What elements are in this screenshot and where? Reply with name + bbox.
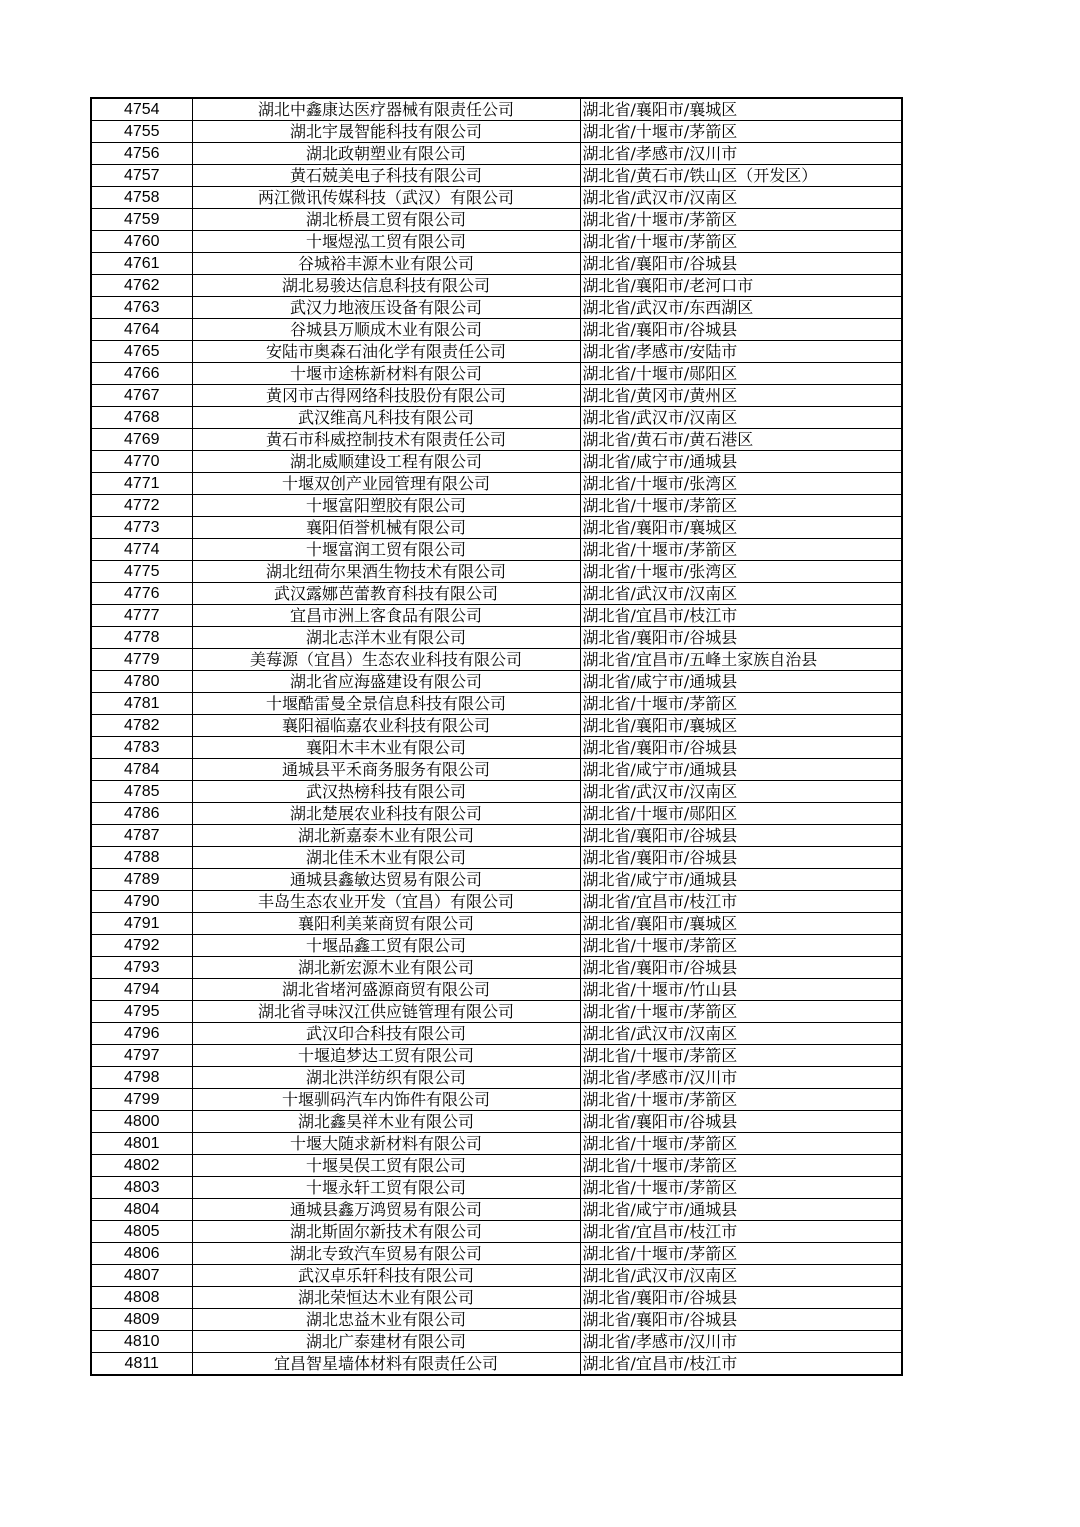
company-name-cell: 十堰煜泓工贸有限公司 [192,231,580,253]
region-cell: 湖北省/襄阳市/老河口市 [580,275,902,297]
region-cell: 湖北省/宜昌市/枝江市 [580,1353,902,1376]
table-row [91,825,902,847]
table-row [91,1287,902,1309]
table-row [91,583,902,605]
company-name-cell: 湖北政朝塑业有限公司 [192,143,580,165]
table-row [91,253,902,275]
table-row [91,231,902,253]
row-number-cell: 4789 [91,869,192,891]
table-row [91,187,902,209]
table-row [91,165,902,187]
company-name-cell: 湖北纽荷尔果酒生物技术有限公司 [192,561,580,583]
table-row [91,429,902,451]
company-name-cell: 丰岛生态农业开发（宜昌）有限公司 [192,891,580,913]
table-row [91,1309,902,1331]
region-cell: 湖北省/十堰市/茅箭区 [580,1001,902,1023]
company-name-cell: 十堰酷雷曼全景信息科技有限公司 [192,693,580,715]
table-row [91,121,902,143]
table-row [91,1111,902,1133]
region-cell: 湖北省/咸宁市/通城县 [580,671,902,693]
company-name-cell: 湖北桥晨工贸有限公司 [192,209,580,231]
row-number-cell: 4767 [91,385,192,407]
company-name-cell: 湖北中鑫康达医疗器械有限责任公司 [192,98,580,121]
region-cell: 湖北省/襄阳市/谷城县 [580,737,902,759]
table-row [91,737,902,759]
table-row [91,1199,902,1221]
region-cell: 湖北省/十堰市/茅箭区 [580,539,902,561]
table-row [91,1023,902,1045]
company-name-cell: 谷城县万顺成木业有限公司 [192,319,580,341]
table-row [91,1353,902,1376]
region-cell: 湖北省/武汉市/汉南区 [580,1265,902,1287]
company-name-cell: 湖北新宏源木业有限公司 [192,957,580,979]
row-number-cell: 4772 [91,495,192,517]
region-cell: 湖北省/十堰市/茅箭区 [580,1045,902,1067]
region-cell: 湖北省/十堰市/茅箭区 [580,121,902,143]
company-name-cell: 两江微讯传媒科技（武汉）有限公司 [192,187,580,209]
region-cell: 湖北省/宜昌市/五峰土家族自治县 [580,649,902,671]
table-row [91,1243,902,1265]
table-row [91,649,902,671]
company-name-cell: 十堰双创产业园管理有限公司 [192,473,580,495]
company-list-table [90,97,903,1376]
region-cell: 湖北省/宜昌市/枝江市 [580,605,902,627]
row-number-cell: 4791 [91,913,192,935]
region-cell: 湖北省/咸宁市/通城县 [580,1199,902,1221]
row-number-cell: 4798 [91,1067,192,1089]
row-number-cell: 4808 [91,1287,192,1309]
region-cell: 湖北省/襄阳市/谷城县 [580,1287,902,1309]
company-list-body [91,98,902,1375]
row-number-cell: 4757 [91,165,192,187]
table-row [91,341,902,363]
company-name-cell: 十堰追梦达工贸有限公司 [192,1045,580,1067]
region-cell: 湖北省/武汉市/东西湖区 [580,297,902,319]
row-number-cell: 4781 [91,693,192,715]
company-name-cell: 湖北宇晟智能科技有限公司 [192,121,580,143]
company-name-cell: 黄石兢美电子科技有限公司 [192,165,580,187]
table-row [91,1331,902,1353]
region-cell: 湖北省/十堰市/茅箭区 [580,495,902,517]
row-number-cell: 4760 [91,231,192,253]
table-row [91,627,902,649]
company-name-cell: 黄冈市古得网络科技股份有限公司 [192,385,580,407]
company-name-cell: 湖北广泰建材有限公司 [192,1331,580,1353]
table-row [91,209,902,231]
row-number-cell: 4799 [91,1089,192,1111]
table-row [91,781,902,803]
region-cell: 湖北省/黄石市/铁山区（开发区） [580,165,902,187]
row-number-cell: 4804 [91,1199,192,1221]
row-number-cell: 4802 [91,1155,192,1177]
company-name-cell: 湖北省堵河盛源商贸有限公司 [192,979,580,1001]
table-row [91,715,902,737]
company-name-cell: 谷城裕丰源木业有限公司 [192,253,580,275]
company-name-cell: 湖北易骏达信息科技有限公司 [192,275,580,297]
company-name-cell: 十堰昊俣工贸有限公司 [192,1155,580,1177]
table-row [91,847,902,869]
table-row [91,1045,902,1067]
region-cell: 湖北省/襄阳市/谷城县 [580,1111,902,1133]
table-row [91,1265,902,1287]
row-number-cell: 4762 [91,275,192,297]
region-cell: 湖北省/咸宁市/通城县 [580,869,902,891]
row-number-cell: 4801 [91,1133,192,1155]
region-cell: 湖北省/十堰市/茅箭区 [580,1133,902,1155]
company-name-cell: 通城县鑫万鸿贸易有限公司 [192,1199,580,1221]
row-number-cell: 4765 [91,341,192,363]
row-number-cell: 4795 [91,1001,192,1023]
table-row [91,319,902,341]
region-cell: 湖北省/武汉市/汉南区 [580,583,902,605]
company-name-cell: 通城县平禾商务服务有限公司 [192,759,580,781]
company-name-cell: 襄阳木丰木业有限公司 [192,737,580,759]
table-row [91,473,902,495]
region-cell: 湖北省/十堰市/郧阳区 [580,363,902,385]
region-cell: 湖北省/十堰市/郧阳区 [580,803,902,825]
company-name-cell: 武汉力地液压设备有限公司 [192,297,580,319]
row-number-cell: 4810 [91,1331,192,1353]
region-cell: 湖北省/襄阳市/谷城县 [580,319,902,341]
table-row [91,363,902,385]
company-name-cell: 湖北斯固尔新技术有限公司 [192,1221,580,1243]
company-name-cell: 黄石市科威控制技术有限责任公司 [192,429,580,451]
company-name-cell: 安陆市奥森石油化学有限责任公司 [192,341,580,363]
region-cell: 湖北省/咸宁市/通城县 [580,759,902,781]
table-row [91,1177,902,1199]
region-cell: 湖北省/十堰市/茅箭区 [580,693,902,715]
company-name-cell: 湖北鑫昊祥木业有限公司 [192,1111,580,1133]
row-number-cell: 4758 [91,187,192,209]
company-name-cell: 湖北佳禾木业有限公司 [192,847,580,869]
company-name-cell: 十堰永轩工贸有限公司 [192,1177,580,1199]
region-cell: 湖北省/黄石市/黄石港区 [580,429,902,451]
row-number-cell: 4776 [91,583,192,605]
table-row [91,803,902,825]
region-cell: 湖北省/襄阳市/谷城县 [580,957,902,979]
row-number-cell: 4778 [91,627,192,649]
row-number-cell: 4759 [91,209,192,231]
region-cell: 湖北省/孝感市/汉川市 [580,143,902,165]
row-number-cell: 4809 [91,1309,192,1331]
row-number-cell: 4797 [91,1045,192,1067]
table-row [91,759,902,781]
company-name-cell: 武汉维高凡科技有限公司 [192,407,580,429]
table-row [91,407,902,429]
row-number-cell: 4768 [91,407,192,429]
table-row [91,561,902,583]
row-number-cell: 4766 [91,363,192,385]
region-cell: 湖北省/襄阳市/襄城区 [580,913,902,935]
region-cell: 湖北省/襄阳市/谷城县 [580,627,902,649]
table-row [91,517,902,539]
table-row [91,869,902,891]
row-number-cell: 4754 [91,98,192,121]
company-name-cell: 武汉热榜科技有限公司 [192,781,580,803]
row-number-cell: 4779 [91,649,192,671]
company-name-cell: 武汉卓乐轩科技有限公司 [192,1265,580,1287]
row-number-cell: 4793 [91,957,192,979]
row-number-cell: 4763 [91,297,192,319]
table-row [91,1221,902,1243]
company-name-cell: 湖北忠益木业有限公司 [192,1309,580,1331]
region-cell: 湖北省/襄阳市/谷城县 [580,847,902,869]
row-number-cell: 4769 [91,429,192,451]
company-name-cell: 十堰富阳塑胶有限公司 [192,495,580,517]
company-name-cell: 十堰大随求新材料有限公司 [192,1133,580,1155]
row-number-cell: 4803 [91,1177,192,1199]
table-row [91,891,902,913]
company-name-cell: 湖北专致汽车贸易有限公司 [192,1243,580,1265]
region-cell: 湖北省/十堰市/茅箭区 [580,1089,902,1111]
table-row [91,693,902,715]
company-name-cell: 襄阳利美莱商贸有限公司 [192,913,580,935]
row-number-cell: 4770 [91,451,192,473]
row-number-cell: 4774 [91,539,192,561]
region-cell: 湖北省/宜昌市/枝江市 [580,1221,902,1243]
company-name-cell: 湖北楚展农业科技有限公司 [192,803,580,825]
company-name-cell: 宜昌智星墙体材料有限责任公司 [192,1353,580,1376]
company-name-cell: 湖北荣恒达木业有限公司 [192,1287,580,1309]
region-cell: 湖北省/武汉市/汉南区 [580,187,902,209]
company-name-cell: 十堰市途栋新材料有限公司 [192,363,580,385]
row-number-cell: 4807 [91,1265,192,1287]
company-name-cell: 武汉印合科技有限公司 [192,1023,580,1045]
table-row [91,98,902,121]
region-cell: 湖北省/武汉市/汉南区 [580,1023,902,1045]
table-row [91,605,902,627]
table-row [91,451,902,473]
row-number-cell: 4780 [91,671,192,693]
table-row [91,935,902,957]
row-number-cell: 4755 [91,121,192,143]
row-number-cell: 4783 [91,737,192,759]
table-row [91,385,902,407]
region-cell: 湖北省/十堰市/茅箭区 [580,231,902,253]
table-row [91,539,902,561]
table-row [91,1089,902,1111]
region-cell: 湖北省/十堰市/张湾区 [580,561,902,583]
region-cell: 湖北省/宜昌市/枝江市 [580,891,902,913]
row-number-cell: 4764 [91,319,192,341]
region-cell: 湖北省/襄阳市/谷城县 [580,1309,902,1331]
table-row [91,957,902,979]
company-name-cell: 湖北志洋木业有限公司 [192,627,580,649]
table-row [91,1067,902,1089]
region-cell: 湖北省/十堰市/茅箭区 [580,1177,902,1199]
table-row [91,143,902,165]
region-cell: 湖北省/襄阳市/谷城县 [580,253,902,275]
row-number-cell: 4775 [91,561,192,583]
region-cell: 湖北省/十堰市/茅箭区 [580,1155,902,1177]
company-name-cell: 美莓源（宜昌）生态农业科技有限公司 [192,649,580,671]
company-name-cell: 武汉露娜芭蕾教育科技有限公司 [192,583,580,605]
company-name-cell: 湖北省应海盛建设有限公司 [192,671,580,693]
row-number-cell: 4771 [91,473,192,495]
row-number-cell: 4785 [91,781,192,803]
row-number-cell: 4794 [91,979,192,1001]
row-number-cell: 4792 [91,935,192,957]
table-row [91,1133,902,1155]
region-cell: 湖北省/孝感市/汉川市 [580,1067,902,1089]
region-cell: 湖北省/武汉市/汉南区 [580,781,902,803]
region-cell: 湖北省/孝感市/安陆市 [580,341,902,363]
region-cell: 湖北省/武汉市/汉南区 [580,407,902,429]
company-name-cell: 襄阳佰誉机械有限公司 [192,517,580,539]
row-number-cell: 4786 [91,803,192,825]
company-name-cell: 宜昌市洲上客食品有限公司 [192,605,580,627]
table-row [91,1001,902,1023]
region-cell: 湖北省/十堰市/茅箭区 [580,209,902,231]
row-number-cell: 4756 [91,143,192,165]
region-cell: 湖北省/襄阳市/襄城区 [580,98,902,121]
company-name-cell: 湖北威顺建设工程有限公司 [192,451,580,473]
row-number-cell: 4773 [91,517,192,539]
row-number-cell: 4777 [91,605,192,627]
region-cell: 湖北省/孝感市/汉川市 [580,1331,902,1353]
company-name-cell: 十堰富润工贸有限公司 [192,539,580,561]
region-cell: 湖北省/襄阳市/襄城区 [580,715,902,737]
row-number-cell: 4800 [91,1111,192,1133]
row-number-cell: 4811 [91,1353,192,1376]
company-name-cell: 十堰品鑫工贸有限公司 [192,935,580,957]
company-name-cell: 湖北省寻味汉江供应链管理有限公司 [192,1001,580,1023]
row-number-cell: 4788 [91,847,192,869]
region-cell: 湖北省/十堰市/茅箭区 [580,935,902,957]
region-cell: 湖北省/襄阳市/襄城区 [580,517,902,539]
table-row [91,275,902,297]
company-name-cell: 湖北新嘉泰木业有限公司 [192,825,580,847]
row-number-cell: 4787 [91,825,192,847]
region-cell: 湖北省/咸宁市/通城县 [580,451,902,473]
region-cell: 湖北省/十堰市/茅箭区 [580,1243,902,1265]
row-number-cell: 4784 [91,759,192,781]
table-row [91,913,902,935]
row-number-cell: 4782 [91,715,192,737]
row-number-cell: 4790 [91,891,192,913]
region-cell: 湖北省/黄冈市/黄州区 [580,385,902,407]
region-cell: 湖北省/襄阳市/谷城县 [580,825,902,847]
table-row [91,671,902,693]
region-cell: 湖北省/十堰市/竹山县 [580,979,902,1001]
company-name-cell: 湖北洪洋纺织有限公司 [192,1067,580,1089]
table-row [91,1155,902,1177]
row-number-cell: 4805 [91,1221,192,1243]
region-cell: 湖北省/十堰市/张湾区 [580,473,902,495]
row-number-cell: 4761 [91,253,192,275]
row-number-cell: 4796 [91,1023,192,1045]
company-name-cell: 襄阳福临嘉农业科技有限公司 [192,715,580,737]
company-name-cell: 十堰驯码汽车内饰件有限公司 [192,1089,580,1111]
table-row [91,495,902,517]
table-row [91,979,902,1001]
table-row [91,297,902,319]
company-name-cell: 通城县鑫敏达贸易有限公司 [192,869,580,891]
row-number-cell: 4806 [91,1243,192,1265]
